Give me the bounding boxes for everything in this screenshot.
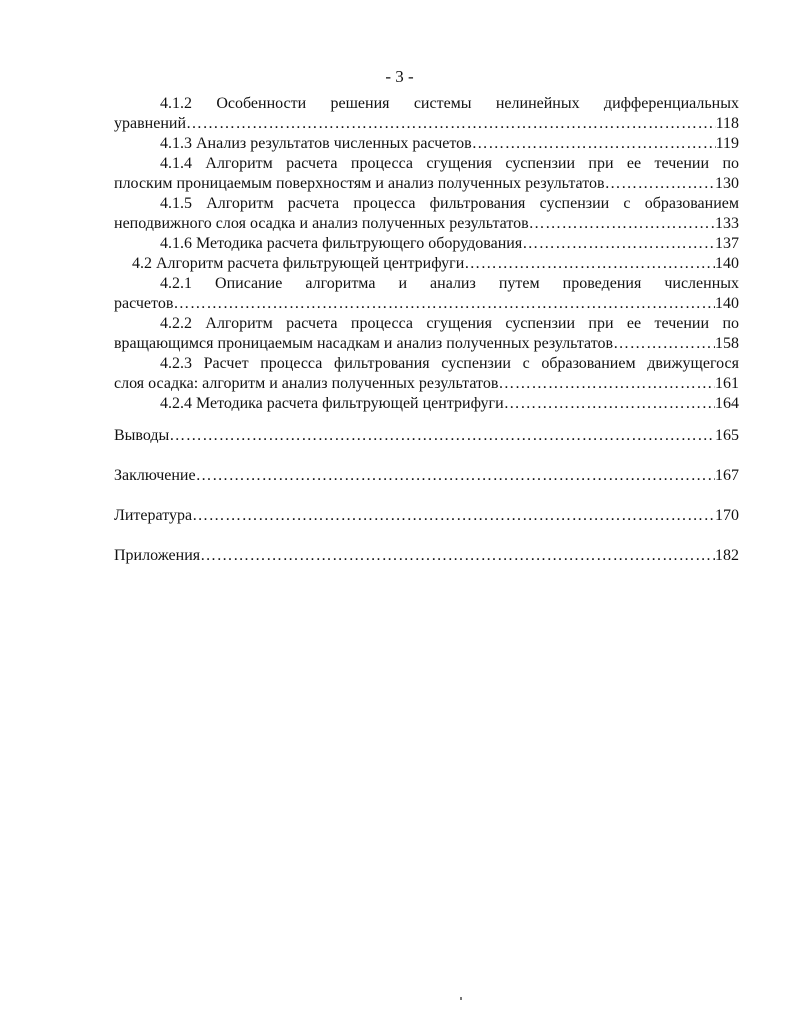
toc-entry-4-2-2[interactable] bbox=[114, 314, 739, 354]
toc-entry-leader-line bbox=[114, 174, 739, 194]
toc-entry-leader-line bbox=[114, 506, 739, 526]
dot-leader bbox=[464, 254, 715, 274]
toc-entry-title-continued: слоя осадка: алгоритм и анализ полученных результатов bbox=[114, 375, 499, 392]
toc-entry-title: 4.2 Алгоритм расчета фильтрующей центрифуги bbox=[132, 255, 465, 272]
toc-page-number: 137 bbox=[715, 235, 739, 252]
scan-speck bbox=[460, 997, 462, 1000]
toc-entry-title-continued: вращающимся проницаемым насадкам и анализ полученных результатов bbox=[114, 335, 614, 352]
dot-leader bbox=[504, 394, 715, 414]
toc-entry-title: 4.1.3 Анализ результатов численных расчетов bbox=[160, 135, 472, 152]
toc-page-number: 140 bbox=[715, 295, 739, 312]
toc-entry-leader-line bbox=[114, 394, 739, 414]
toc-page-number: 167 bbox=[715, 467, 739, 484]
toc-entry-title: 4.2.2 Алгоритм расчета процесса сгущения суспензии при ее течении по bbox=[160, 315, 739, 332]
toc-page-number: 170 bbox=[715, 507, 739, 524]
toc-entry-title: 4.1.6 Методика расчета фильтрующего оборудования bbox=[160, 235, 523, 252]
page-number: - 3 - bbox=[385, 67, 414, 86]
toc-entry-title: 4.2.1 Описание алгоритма и анализ путем проведения численных bbox=[160, 275, 739, 292]
toc-entry-leader-line bbox=[114, 294, 739, 314]
toc-entry-title-continued: плоским проницаемым поверхностям и анализ полученных результатов bbox=[114, 175, 605, 192]
toc-entry-leader-line bbox=[114, 254, 739, 274]
toc-entry-leader-line bbox=[114, 426, 739, 446]
toc-entry-summary[interactable] bbox=[114, 466, 739, 486]
toc-page-number: 161 bbox=[715, 375, 739, 392]
toc-entry-title: 4.2.4 Методика расчета фильтрующей центрифуги bbox=[160, 395, 504, 412]
toc-entry-title: 4.1.4 Алгоритм расчета процесса сгущения суспензии при ее течении по bbox=[160, 155, 739, 172]
toc-page-number: 182 bbox=[715, 547, 739, 564]
dot-leader bbox=[498, 374, 715, 394]
toc-entry-title-continued: уравнений bbox=[114, 115, 187, 132]
toc-entry-title: 4.2.3 Расчет процесса фильтрования суспензии с образованием движущегося bbox=[160, 355, 739, 372]
toc-entry-title: Литература bbox=[114, 507, 193, 524]
toc-page-number: 119 bbox=[715, 135, 739, 152]
toc-page-number: 118 bbox=[715, 115, 739, 132]
toc-entry-title: 4.1.5 Алгоритм расчета процесса фильтрования суспензии с образованием bbox=[160, 195, 739, 212]
dot-leader bbox=[613, 334, 715, 354]
toc-entry-4-1-5[interactable] bbox=[114, 194, 739, 234]
toc-entry-4-1-2[interactable] bbox=[114, 94, 739, 134]
toc-entry-4-2-1[interactable] bbox=[114, 274, 739, 314]
toc-page-number: 130 bbox=[715, 175, 739, 192]
toc-entry-leader-line bbox=[114, 334, 739, 354]
toc-entry-conclusions[interactable] bbox=[114, 426, 739, 446]
dot-leader bbox=[522, 234, 715, 254]
toc-entry-leader-line bbox=[114, 134, 739, 154]
toc-entry-title-continued: неподвижного слоя осадка и анализ полученных результатов bbox=[114, 215, 529, 232]
toc-entry-4-1-6[interactable] bbox=[114, 234, 739, 254]
toc-entry-leader-line bbox=[114, 466, 739, 486]
toc-entry-leader-line bbox=[114, 214, 739, 234]
toc-entry-4-1-4[interactable] bbox=[114, 154, 739, 194]
dot-leader bbox=[192, 506, 715, 526]
toc-entry-title: 4.1.2 Особенности решения системы нелинейных дифференциальных bbox=[160, 95, 739, 112]
dot-leader bbox=[169, 426, 715, 446]
toc-entry-4-1-3[interactable] bbox=[114, 134, 739, 154]
toc-entry-4-2-3[interactable] bbox=[114, 354, 739, 394]
toc-entry-title-continued: расчетов bbox=[114, 295, 174, 312]
toc-page-number: 133 bbox=[715, 215, 739, 232]
toc-entry-references[interactable] bbox=[114, 506, 739, 526]
toc-entry-title: Приложения bbox=[114, 547, 201, 564]
toc-entry-leader-line bbox=[114, 114, 739, 134]
dot-leader bbox=[472, 134, 716, 154]
dot-leader bbox=[196, 466, 715, 486]
toc-page-number: 158 bbox=[715, 335, 739, 352]
toc-page-number: 165 bbox=[715, 427, 739, 444]
toc-entry-leader-line bbox=[114, 374, 739, 394]
toc-entry-leader-line bbox=[114, 234, 739, 254]
table-of-contents bbox=[114, 94, 739, 566]
toc-entry-appendices[interactable] bbox=[114, 546, 739, 566]
toc-entry-4-2[interactable] bbox=[114, 254, 739, 274]
toc-page-number: 140 bbox=[715, 255, 739, 272]
toc-entry-4-2-4[interactable] bbox=[114, 394, 739, 414]
dot-leader bbox=[200, 546, 715, 566]
dot-leader bbox=[173, 294, 715, 314]
dot-leader bbox=[529, 214, 715, 234]
toc-entry-leader-line bbox=[114, 546, 739, 566]
toc-entry-title: Выводы bbox=[114, 427, 170, 444]
dot-leader bbox=[605, 174, 715, 194]
toc-page-number: 164 bbox=[715, 395, 739, 412]
dot-leader bbox=[186, 114, 716, 134]
toc-entry-title: Заключение bbox=[114, 467, 196, 484]
